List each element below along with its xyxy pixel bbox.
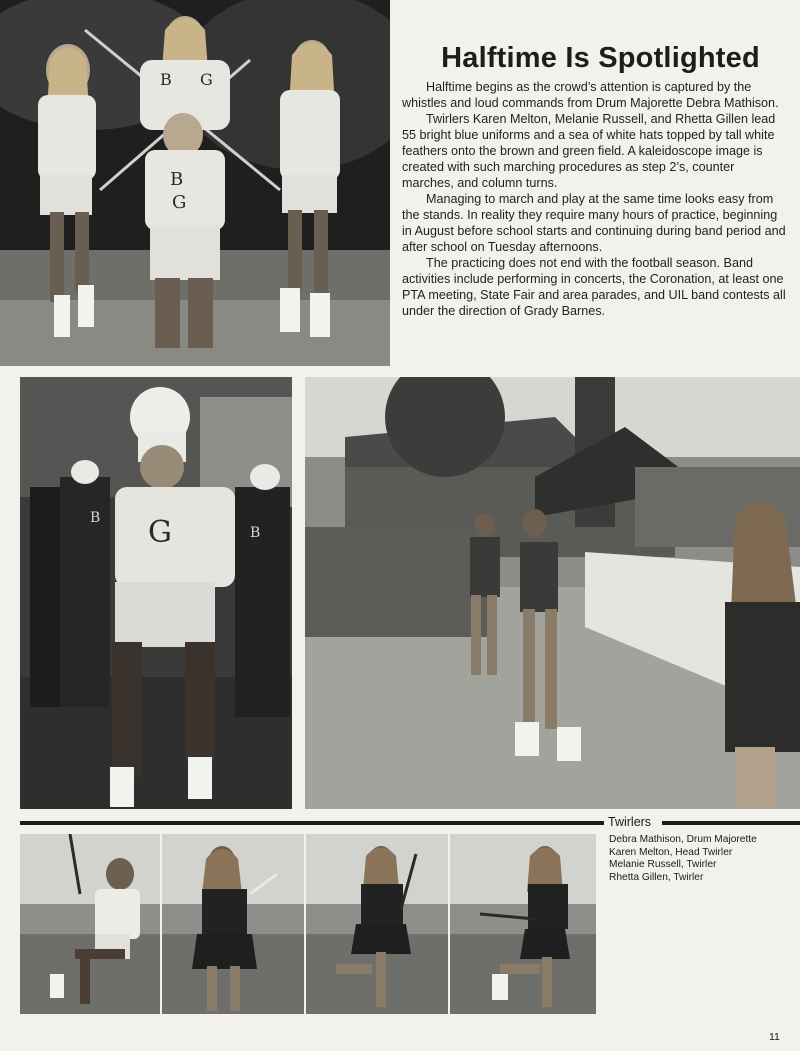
portrait-twirler-melanie [306, 834, 448, 1014]
uniform-letter-b: B [250, 525, 261, 541]
twirler-name: Karen Melton, Head Twirler [609, 846, 733, 858]
article-paragraph-2: Twirlers Karen Melton, Melanie Russell, and Rhetta Gillen lead 55 bright blue uniforms and a sea of white hats topped by tall white feathers onto the brown and green field. A kaleidoscope image is created with such marching procedures as step 2’s, counter marches, and column turns. [402, 112, 776, 190]
article [402, 42, 787, 319]
uniform-letter-b: B [90, 510, 101, 526]
drum-majorette-photo [20, 377, 292, 809]
twirlers-group-photo [0, 0, 390, 366]
twirlers-heading: Twirlers [608, 815, 652, 829]
uniform-letter-b: B [160, 70, 172, 89]
twirlers-divider-left [20, 821, 604, 825]
twirlers-divider-right [662, 821, 800, 825]
article-paragraph-3: Managing to march and play at the same time looks easy from the stands. In reality they require many hours of practice, beginning in August before school starts and continuing during band period and after school on Tuesday afternoons. [402, 192, 786, 254]
uniform-letter-b: B [170, 169, 184, 190]
twirlers-caption-list [609, 834, 799, 884]
twirler-name: Rhetta Gillen, Twirler [609, 871, 704, 883]
twirler-name: Debra Mathison, Drum Majorette [609, 834, 757, 845]
page-number: 11 [769, 1031, 780, 1043]
portrait-twirler-rhetta [450, 834, 596, 1014]
article-paragraph-1: Halftime begins as the crowd’s attention is captured by the whistles and loud commands from Drum Majorette Debra Mathison. [402, 80, 779, 110]
twirlers-performing-photo [305, 377, 800, 809]
portrait-head-twirler [162, 834, 304, 1014]
uniform-letter-g: G [172, 192, 187, 213]
uniform-letter-g: G [148, 515, 172, 550]
portrait-drum-majorette [20, 834, 160, 1014]
uniform-letter-g: G [200, 70, 213, 89]
twirler-name: Melanie Russell, Twirler [609, 859, 717, 871]
article-paragraph-4: The practicing does not end with the football season. Band activities include performing in concerts, the Coronation, at least one PTA meeting, State Fair and area parades, and UIL band contests all under the direction of Grady Barnes. [402, 256, 786, 318]
article-headline: Halftime Is Spotlighted [441, 42, 760, 74]
